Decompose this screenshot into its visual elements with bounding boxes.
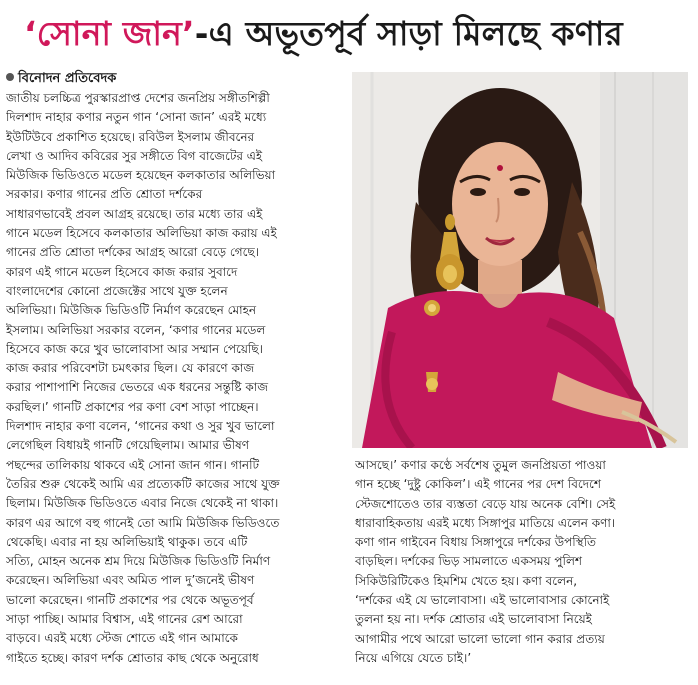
body-line: ইসলাম। অলিভিয়া সরকার বলেন, ‘কণার গানের মডেল [6, 322, 266, 337]
body-line: পছন্দের তালিকায় থাকবে এই সোনা জান গান। গানটি [6, 457, 260, 472]
headline-song-title: ‘সোনা জান’ [24, 14, 195, 53]
body-line: নিয়ে এগিয়ে যেতে চাই।’ [355, 650, 472, 665]
body-line: সাধারণভাবেই প্রবল আগ্রহ রয়েছে। তার মধ্যে তার এই [6, 206, 263, 221]
body-line: সরকার। কণার গানের প্রতি শ্রোতা দর্শকের [6, 187, 203, 202]
body-line: কণা গান গাইবেন বিধায় সিঙ্গাপুরে দর্শকের উপস্থিতি [355, 535, 597, 550]
body-line: কারণ এর আগে বহু গানেই তো আমি মিউজিক ভিডিওতে [6, 515, 280, 530]
body-line: ধারাবাহিকতায় এরই মধ্যে সিঙ্গাপুর মাতিয়ে এলেন কণা। [355, 515, 616, 530]
headline [24, 4, 684, 64]
body-line: অলিভিয়া। মিউজিক ভিডিওটি নির্মাণ করেছেন মোহন [6, 303, 257, 318]
article-column-right [355, 456, 689, 668]
body-line: কাজ করার পরিবেশটা চমৎকার ছিল। যে কারণে কাজ [6, 361, 255, 376]
body-line: থেকেছি। এবার না হয় অলিভিয়াই থাকুক। তবে এটি [6, 534, 248, 549]
body-line: জাতীয় চলচ্চিত্র পুরস্কারপ্রাপ্ত দেশের জনপ্রিয় সঙ্গীতশিল্পী [6, 91, 270, 105]
article-column-left [6, 70, 344, 668]
body-line: আসছে।’ কণার কণ্ঠে সর্বশেষ তুমুল জনপ্রিয়তা পাওয়া [355, 458, 606, 472]
body-line: গাইতে হচ্ছে। কারণ দর্শক শ্রোতার কাছ থেকে অনুরোধ [6, 650, 259, 665]
body-line: বাড়বে। এরই মধ্যে স্টেজ শোতে এই গান আমাকে [6, 631, 238, 646]
body-line: আগামীর পথে আরো ভালো ভালো গান করার প্রত্যয় [355, 631, 605, 646]
body-line: স্টেজশোতেও তার ব্যস্ততা বেড়ে যায় অনেক বেশি। সেই [355, 496, 616, 511]
body-line: লেগেছিল বিধায়ই গানটি গেয়েছিলাম। আমার ভীষণ [6, 438, 250, 453]
body-line: মিউজিক ভিডিওতে মডেল হয়েছেন কলকাতার অলিভিয়া [6, 168, 276, 183]
body-line: ইউটিউবে প্রকাশিত হয়েছে। রবিউল ইসলাম জীবনের [6, 129, 255, 144]
body-line: ছিলাম। মিউজিক ভিডিওতে এবার নিজে থেকেই না থাকা। [6, 496, 279, 511]
body-line: বাংলাদেশের কোনো প্রজেক্টের সাথে যুক্ত হলেন [6, 283, 228, 298]
body-line: দিলশাদ নাহার কণা বলেন, ‘গানের কথা ও সুর খুব ভালো [6, 419, 275, 434]
body-line: গানে মডেল হিসেবে কলকাতার অলিভিয়া কাজ করায় এই [6, 226, 277, 241]
body-line: করার পাশাপাশি নিজের ভেতরে এক ধরনের সন্তুষ্টি কাজ [6, 380, 269, 395]
body-line: লেখা ও আদিব কবিরের সুর সঙ্গীতে বিগ বাজেটের এই [6, 148, 263, 163]
body-line: দিলশাদ নাহার কণার নতুন গান ‘সোনা জান’ এরই মধ্যে [6, 110, 267, 125]
body-line: কারণ এই গানে মডেল হিসেবে কাজ করার সুবাদে [6, 264, 238, 279]
body-line: সিকিউরিটিকেও হিমশিম খেতে হয়। কণা বলেন, [355, 573, 578, 588]
article-photo [352, 72, 688, 448]
byline-bullet-icon [6, 73, 14, 81]
headline-text: -এ অভূতপূর্ব সাড়া মিলছে কণার [194, 14, 623, 53]
body-line: তুলনা হয় না। দর্শক শ্রোতার এই ভালোবাসা নিয়েই [355, 612, 592, 627]
byline [6, 70, 344, 88]
body-line: বাড়ছিল। দর্শকের ভিড় সামলাতে একসময় পুলিশ [355, 554, 583, 569]
body-line: গান হচ্ছে ‘দুষ্টু কোকিল’। এই গানের পর দেশ বিদেশে [355, 477, 601, 492]
body-line: সাড়া পাচ্ছি। আমার বিশ্বাস, এই গানের রেশ আরো [6, 612, 243, 627]
body-line: করেছেন। অলিভিয়া এবং অমিত পাল দু’জনেই ভীষণ [6, 573, 255, 588]
body-line: করছিল।’ গানটি প্রকাশের পর কণা বেশ সাড়া পাচ্ছেন। [6, 399, 259, 414]
body-line: তৈরির শুরু থেকেই আমি এর প্রত্যেকটি কাজের সাথে যুক্ত [6, 476, 280, 491]
body-line: হিসেবে কাজ করে খুব ভালোবাসা আর সম্মান পেয়েছি। [6, 341, 263, 356]
singer-portrait-illustration [352, 72, 688, 448]
byline-text: বিনোদন প্রতিবেদক [18, 71, 117, 86]
body-line: সত্যি, মোহন অনেক শ্রম দিয়ে মিউজিক ভিডিওটি নির্মাণ [6, 554, 271, 569]
body-line: ভালো করেছেন। গানটি প্রকাশের পর থেকে অভূতপূর্ব [6, 592, 254, 607]
body-line: ‘দর্শকের এই যে ভালোবাসা। এই ভালোবাসার কোনোই [355, 593, 610, 608]
body-line: গানের প্রতি শ্রোতা দর্শকের আগ্রহ আরো বেড়ে গেছে। [6, 245, 260, 260]
